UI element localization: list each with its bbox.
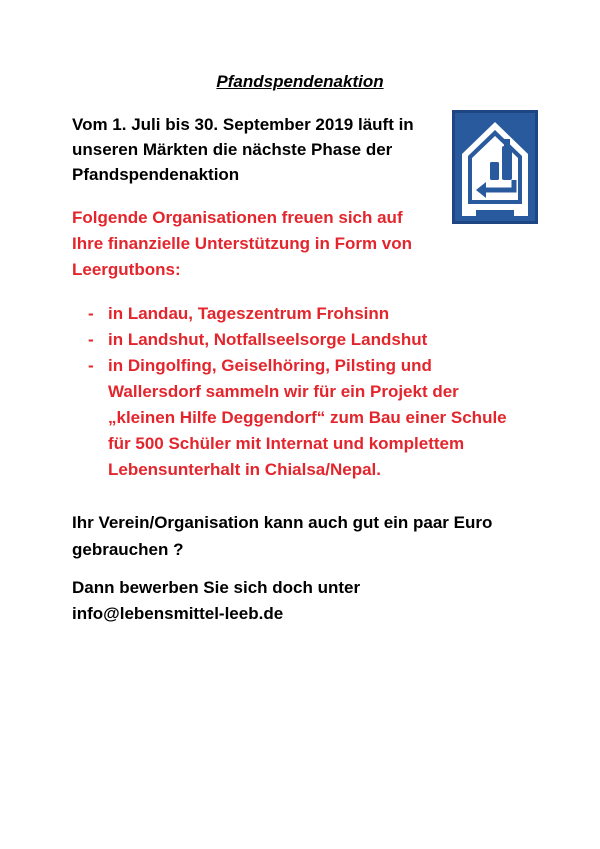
list-item-line: in Landau, Tageszentrum Frohsinn [108, 304, 390, 323]
contact-email: info@lebensmittel-leeb.de [72, 604, 284, 623]
list-item-line: Lebensunterhalt in Chialsa/Nepal. [108, 460, 382, 479]
page-title: Pfandspendenaktion [216, 72, 384, 91]
list-marker: - [88, 330, 94, 349]
organization-list [72, 301, 542, 483]
pfand-logo [452, 110, 538, 224]
list-item [72, 301, 542, 327]
list-item-line: Wallersdorf sammeln wir für ein Projekt der [108, 382, 459, 401]
list-item-line: in Landshut, Notfallseelsorge Landshut [108, 330, 428, 349]
intro-line: Pfandspendenaktion [72, 165, 240, 184]
organizations-heading [72, 205, 452, 283]
question-line: Ihr Verein/Organisation kann auch gut ein paar Euro [72, 513, 493, 532]
list-item [72, 353, 542, 483]
bottle-return-icon [452, 110, 538, 224]
list-item-line: „kleinen Hilfe Deggendorf“ zum Bau einer Schule [108, 408, 507, 427]
apply-line: Dann bewerben Sie sich doch unter [72, 578, 361, 597]
heading-line: Leergutbons: [72, 260, 181, 279]
question-paragraph [72, 509, 542, 563]
heading-line: Folgende Organisationen freuen sich auf [72, 208, 403, 227]
list-marker: - [88, 356, 94, 375]
list-item-line: für 500 Schüler mit Internat und komplettem [108, 434, 465, 453]
list-item [72, 327, 542, 353]
heading-line: Ihre finanzielle Unterstützung in Form von [72, 234, 413, 253]
intro-line: unseren Märkten die nächste Phase der [72, 140, 393, 159]
intro-paragraph [72, 112, 452, 187]
list-marker: - [88, 304, 94, 323]
intro-line: Vom 1. Juli bis 30. September 2019 läuft in [72, 115, 414, 134]
list-item-line: in Dingolfing, Geiselhöring, Pilsting und [108, 356, 432, 375]
question-line: gebrauchen ? [72, 540, 184, 559]
apply-paragraph [72, 575, 542, 627]
